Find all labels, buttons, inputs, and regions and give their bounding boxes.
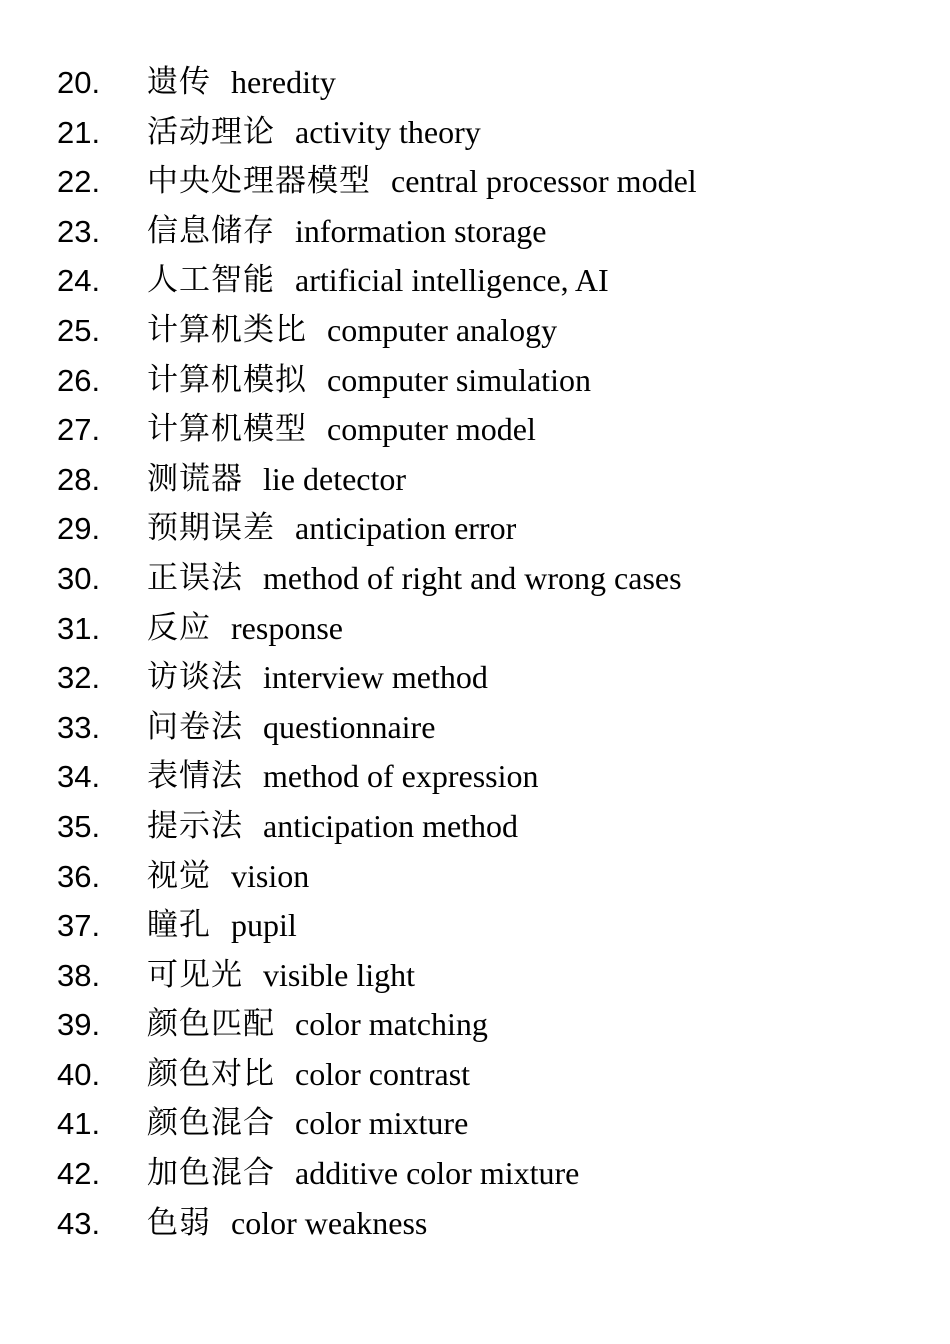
chinese-term: 问卷法 [147, 708, 243, 745]
chinese-term: 计算机模型 [147, 411, 307, 448]
item-number: 34. [57, 759, 101, 795]
chinese-term: 活动理论 [147, 113, 275, 150]
english-term: activity theory [295, 113, 481, 150]
list-item [57, 157, 697, 207]
list-item [57, 604, 697, 654]
item-number: 35. [57, 808, 101, 844]
item-number: 29. [57, 511, 101, 547]
item-number: 24. [57, 263, 101, 299]
english-term: artificial intelligence, AI [295, 262, 609, 299]
chinese-term: 表情法 [147, 758, 243, 795]
item-number: 43. [57, 1205, 101, 1241]
item-number: 37. [57, 908, 101, 944]
list-item [57, 108, 697, 158]
item-number: 23. [57, 213, 101, 249]
chinese-term: 加色混合 [147, 1155, 275, 1192]
list-item [57, 1199, 697, 1249]
english-term: visible light [263, 956, 415, 993]
item-number: 32. [57, 660, 101, 696]
english-term: color matching [295, 1006, 488, 1043]
chinese-term: 颜色混合 [147, 1105, 275, 1142]
english-term: computer analogy [327, 311, 558, 348]
chinese-term: 可见光 [147, 956, 243, 993]
chinese-term: 信息储存 [147, 212, 275, 249]
list-item [57, 1000, 697, 1050]
item-number: 40. [57, 1056, 101, 1092]
list-item [57, 1050, 697, 1100]
english-term: central processor model [391, 163, 697, 200]
english-term: interview method [263, 659, 488, 696]
list-item [57, 207, 697, 257]
item-number: 30. [57, 560, 101, 596]
chinese-term: 反应 [147, 609, 211, 646]
list-item [57, 58, 697, 108]
english-term: pupil [231, 907, 297, 944]
english-term: anticipation method [263, 807, 519, 844]
chinese-term: 人工智能 [147, 262, 275, 299]
english-term: response [231, 609, 343, 646]
list-item [57, 752, 697, 802]
english-term: color mixture [295, 1105, 469, 1142]
english-term: computer simulation [327, 361, 591, 398]
chinese-term: 颜色对比 [147, 1055, 275, 1092]
chinese-term: 颜色匹配 [147, 1006, 275, 1043]
list-item [57, 653, 697, 703]
english-term: method of right and wrong cases [263, 559, 682, 596]
item-number: 38. [57, 957, 101, 993]
english-term: additive color mixture [295, 1155, 580, 1192]
english-term: questionnaire [263, 708, 436, 745]
item-number: 42. [57, 1156, 101, 1192]
english-term: vision [231, 857, 310, 894]
english-term: color contrast [295, 1055, 471, 1092]
list-item [57, 951, 697, 1001]
list-item [57, 554, 697, 604]
chinese-term: 视觉 [147, 857, 211, 894]
list-item [57, 455, 697, 505]
chinese-term: 测谎器 [147, 460, 243, 497]
list-item [57, 852, 697, 902]
item-number: 31. [57, 610, 101, 646]
english-term: information storage [295, 212, 547, 249]
list-item [57, 1149, 697, 1199]
item-number: 28. [57, 461, 101, 497]
item-number: 20. [57, 65, 101, 100]
item-number: 39. [57, 1007, 101, 1043]
list-item [57, 504, 697, 554]
item-number: 26. [57, 362, 101, 398]
chinese-term: 中央处理器模型 [147, 163, 371, 200]
list-item [57, 901, 697, 951]
glossary-list [57, 58, 697, 1248]
list-item [57, 306, 697, 356]
list-item [57, 405, 697, 455]
item-number: 27. [57, 412, 101, 448]
chinese-term: 提示法 [147, 807, 243, 844]
item-number: 36. [57, 858, 101, 894]
list-item [57, 256, 697, 306]
chinese-term: 计算机类比 [147, 311, 307, 348]
chinese-term: 访谈法 [147, 659, 243, 696]
list-item [57, 703, 697, 753]
english-term: lie detector [263, 460, 407, 497]
english-term: color weakness [231, 1204, 428, 1241]
chinese-term: 预期误差 [147, 510, 275, 547]
english-term: heredity [231, 64, 336, 100]
list-item [57, 802, 697, 852]
item-number: 22. [57, 164, 101, 200]
chinese-term: 色弱 [147, 1204, 211, 1241]
chinese-term: 正误法 [147, 559, 243, 596]
chinese-term: 遗传 [147, 64, 211, 100]
item-number: 21. [57, 114, 101, 150]
english-term: computer model [327, 411, 536, 448]
item-number: 25. [57, 312, 101, 348]
english-term: anticipation error [295, 510, 517, 547]
chinese-term: 瞳孔 [147, 907, 211, 944]
item-number: 33. [57, 709, 101, 745]
english-term: method of expression [263, 758, 539, 795]
chinese-term: 计算机模拟 [147, 361, 307, 398]
item-number: 41. [57, 1106, 101, 1142]
list-item [57, 1099, 697, 1149]
list-item [57, 356, 697, 406]
